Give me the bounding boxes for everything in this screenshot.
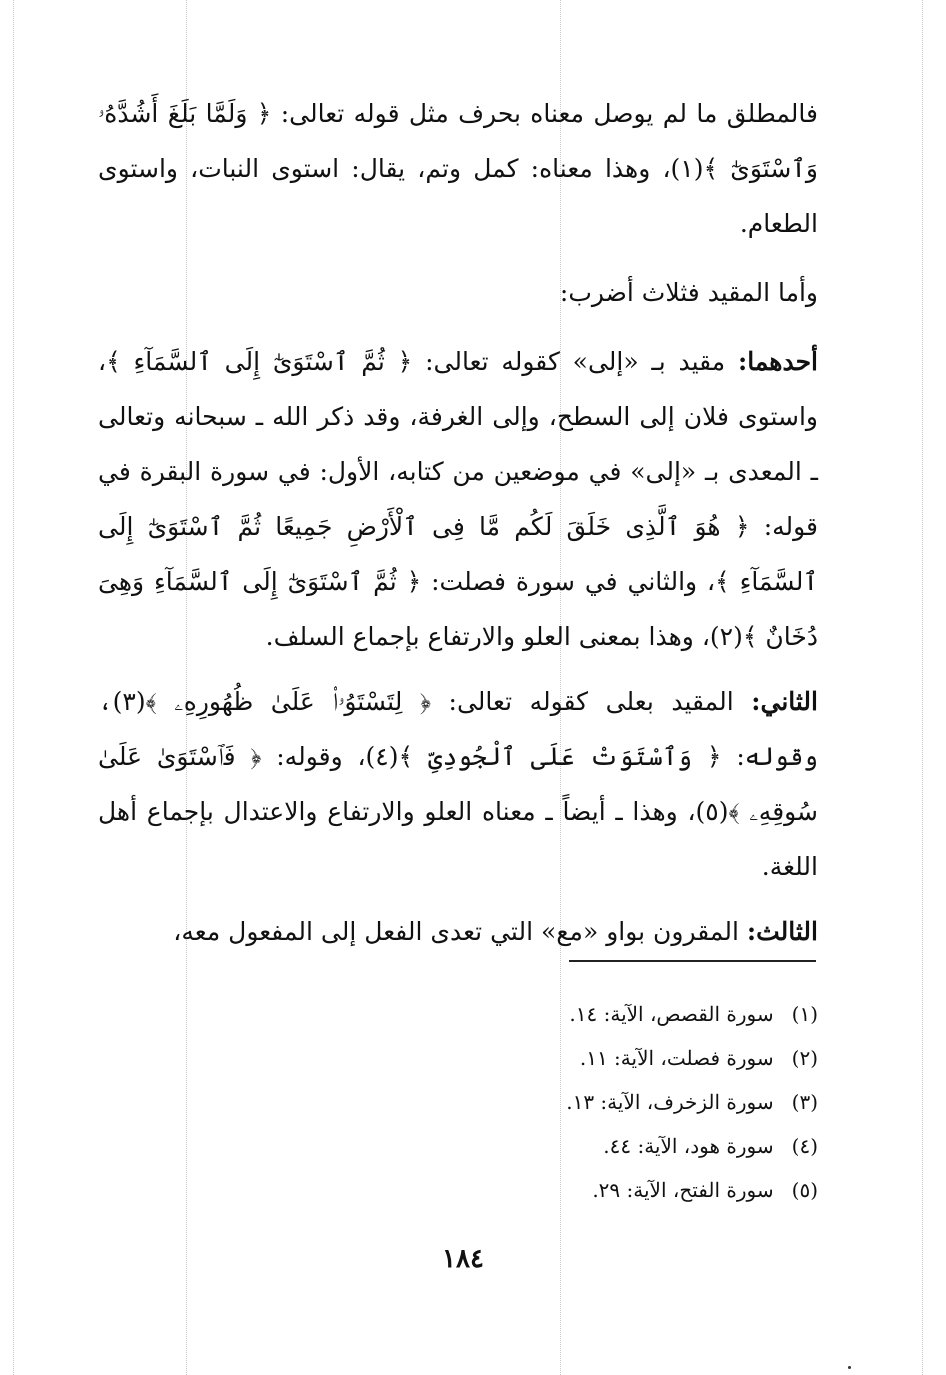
footnote bbox=[300, 992, 818, 1036]
footnote-number: (٤) bbox=[791, 1134, 818, 1158]
paragraph bbox=[98, 674, 818, 894]
footnote-number: (١) bbox=[791, 1002, 818, 1026]
footnote-separator bbox=[569, 960, 816, 962]
footnote-number: (٣) bbox=[791, 1090, 818, 1114]
footnote-text: سورة الزخرف، الآية: ١٣. bbox=[566, 1090, 774, 1114]
footnote-number: (٥) bbox=[791, 1178, 818, 1202]
footnote-text: سورة فصلت، الآية: ١١. bbox=[579, 1046, 774, 1070]
footnote-text: سورة القصص، الآية: ١٤. bbox=[569, 1002, 774, 1026]
paragraph bbox=[98, 265, 818, 320]
footnote-text: سورة الفتح، الآية: ٢٩. bbox=[592, 1178, 774, 1202]
footnote bbox=[300, 1036, 818, 1080]
scan-line bbox=[13, 0, 14, 1375]
paragraph-text: وأما المقيد فثلاث أضرب: bbox=[559, 278, 818, 307]
main-text bbox=[98, 86, 818, 959]
paragraph bbox=[98, 86, 818, 251]
paragraph-lead: أحدهما: bbox=[737, 347, 818, 376]
footnotes-list bbox=[300, 992, 818, 1212]
footnote bbox=[300, 1124, 818, 1168]
paragraph-text: فالمطلق ما لم يوصل معناه بحرف مثل قوله تعالى: ﴿ وَلَمَّا بَلَغَ أَشُدَّهُۥ وَٱسْتَوَىٰٓ ﴾(١)، وهذا معناه: كمل وتم، يقال: استوى النبات، واستوى الطعام. bbox=[98, 99, 818, 238]
paragraph bbox=[98, 334, 818, 664]
footnote bbox=[300, 1168, 818, 1212]
paragraph-text: المقرون بواو «مع» التي تعدى الفعل إلى المفعول معه، bbox=[173, 917, 747, 946]
paragraph-text: المقيد بعلى كقوله تعالى: ﴿ لِتَسْتَوُۥا۟ عَلَىٰ ظُهُورِهِۦ ﴾(٣)، وقوله: ﴿ وَٱسْتَوَتْ عَلَى ٱلْجُودِىِّ ﴾(٤)، وقوله: ﴿ فَٱسْتَوَىٰ عَلَىٰ سُوقِهِۦ ﴾(٥)، وهذا ـ أيضاً ـ معناه العلو والارتفاع والاعتدال بإجماع أهل اللغة. bbox=[98, 687, 819, 881]
paragraph bbox=[98, 904, 818, 959]
paragraph-lead: الثاني: bbox=[751, 687, 818, 716]
paragraph-lead: الثالث: bbox=[746, 917, 818, 946]
page-number: ١٨٤ bbox=[442, 1244, 484, 1274]
scan-speck bbox=[848, 1366, 851, 1369]
footnote-number: (٢) bbox=[791, 1046, 818, 1070]
paragraph-text: مقيد بـ «إلى» كقوله تعالى: ﴿ ثُمَّ ٱسْتَوَىٰٓ إِلَى ٱلسَّمَآءِ ﴾، واستوى فلان إلى السطح، وإلى الغرفة، وقد ذكر الله ـ سبحانه وتعالى ـ المعدى بـ «إلى» في موضعين من كتابه، الأول: في سورة البقرة في قوله: ﴿ هُوَ ٱلَّذِى خَلَقَ لَكُم مَّا فِى ٱلْأَرْضِ جَمِيعًا ثُمَّ ٱسْتَوَىٰٓ إِلَى ٱلسَّمَآءِ ﴾، والثاني في سورة فصلت: ﴿ ثُمَّ ٱسْتَوَىٰٓ إِلَى ٱلسَّمَآءِ وَهِىَ دُخَانٌ ﴾(٢)، وهذا بمعنى العلو والارتفاع بإجماع السلف. bbox=[98, 347, 818, 651]
footnote-text: سورة هود، الآية: ٤٤. bbox=[603, 1134, 774, 1158]
scan-line bbox=[922, 0, 923, 1375]
footnote bbox=[300, 1080, 818, 1124]
